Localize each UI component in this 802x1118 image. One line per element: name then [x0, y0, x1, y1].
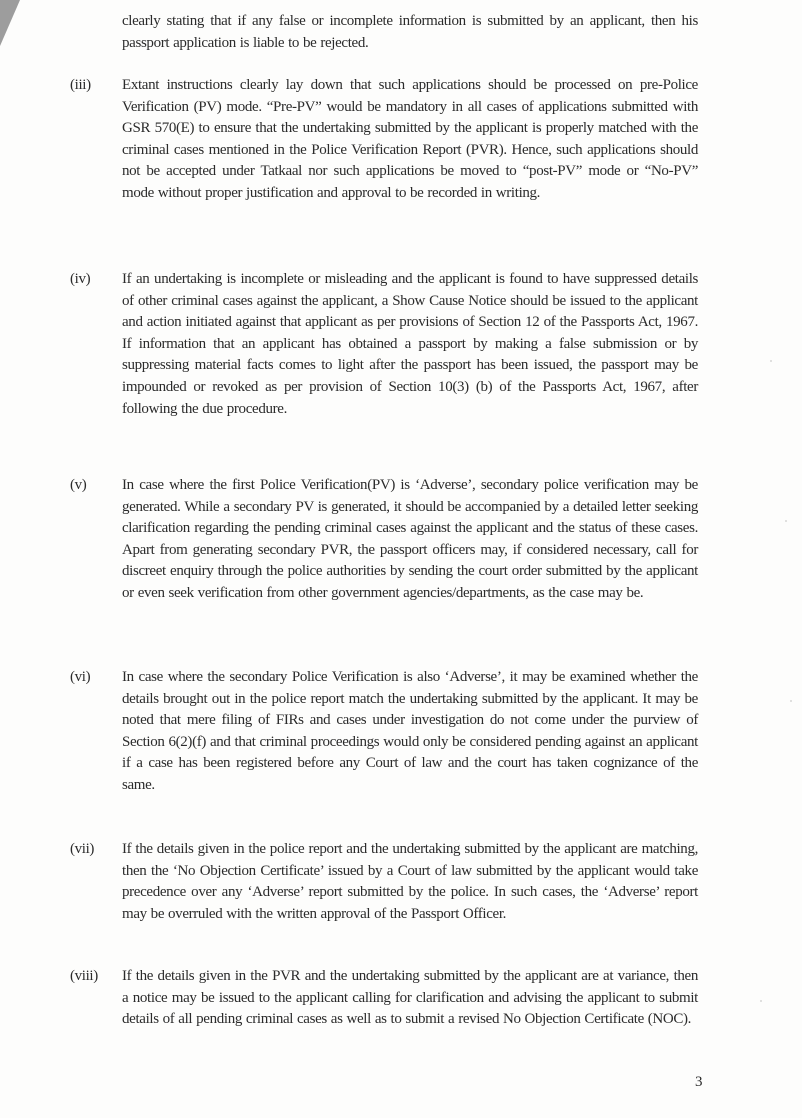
scan-speck: [785, 520, 787, 522]
clause-text: If an undertaking is incomplete or misleading and the applicant is found to have suppressed details of other criminal cases against the applicant, a Show Cause Notice should be issued to the applicant and action initiated against that applicant as per provisions of Section 12 of the Passports Act, 1967. If information that an applicant has obtained a passport by making a false submission or by suppressing material facts comes to light after the passport has been issued, the passport may be impounded or revoked as per provision of Section 10(3) (b) of the Passports Act, 1967, after following the due procedure.: [122, 271, 698, 417]
clause-text: Extant instructions clearly lay down that such applications should be processed on pre-Police Verification (PV) mode. “Pre-PV” would be mandatory in all cases of applications submitted with GSR 570(E) to ensure that the undertaking submitted by the applicant is properly matched with the criminal cases mentioned in the Police Verification Report (PVR). Hence, such applications should not be accepted under Tatkaal nor such applications be moved to “post-PV” mode or “No-PV” mode without proper justification and approval to be recorded in writing.: [122, 77, 698, 201]
scan-speck: [760, 1000, 762, 1002]
clause-iv: [70, 269, 698, 420]
clause-label: (v): [70, 477, 87, 493]
scan-speck: [790, 700, 792, 702]
clause-vi: [70, 667, 698, 797]
clause-viii: [70, 966, 698, 1031]
clause-iii: [70, 75, 698, 205]
intro-text: clearly stating that if any false or incomplete information is submitted by an applicant, then his passport application is liable to be rejected.: [122, 13, 698, 51]
scan-corner-shadow: [0, 0, 20, 46]
intro-paragraph: [70, 11, 698, 54]
clause-text: In case where the secondary Police Verification is also ‘Adverse’, it may be examined whether the details brought out in the police report match the undertaking submitted by the applicant. It may be noted that mere filing of FIRs and cases under investigation do not come under the purview of Section 6(2)(f) and that criminal proceedings would only be considered pending against an applicant if a case has been registered before any Court of law and the court has taken cognizance of the same.: [122, 669, 698, 793]
clause-label: (iv): [70, 271, 91, 287]
scan-speck: [770, 360, 772, 362]
clause-label: (iii): [70, 77, 91, 93]
clause-vii: [70, 839, 698, 925]
clause-v: [70, 475, 698, 605]
clause-text: If the details given in the police report and the undertaking submitted by the applicant are matching, then the ‘No Objection Certificate’ issued by a Court of law submitted by the applicant would take precedence over any ‘Adverse’ report submitted by the police. In such cases, the ‘Adverse’ report may be overruled with the written approval of the Passport Officer.: [122, 841, 698, 922]
clause-label: (viii): [70, 968, 98, 984]
clause-label: (vi): [70, 669, 91, 685]
page-number: 3: [695, 1074, 703, 1090]
clause-text: In case where the first Police Verification(PV) is ‘Adverse’, secondary police verification may be generated. While a secondary PV is generated, it should be accompanied by a detailed letter seeking clarification regarding the pending criminal cases against the applicant and the status of these cases. Apart from generating secondary PVR, the passport officers may, if considered necessary, call for discreet enquiry through the police authorities by sending the court order submitted by the applicant or even seek verification from other government agencies/departments, as the case may be.: [122, 477, 698, 601]
clause-text: If the details given in the PVR and the undertaking submitted by the applicant are at variance, then a notice may be issued to the applicant calling for clarification and advising the applicant to submit details of all pending criminal cases as well as to submit a revised No Objection Certificate (NOC).: [122, 968, 698, 1028]
clause-label: (vii): [70, 841, 95, 857]
